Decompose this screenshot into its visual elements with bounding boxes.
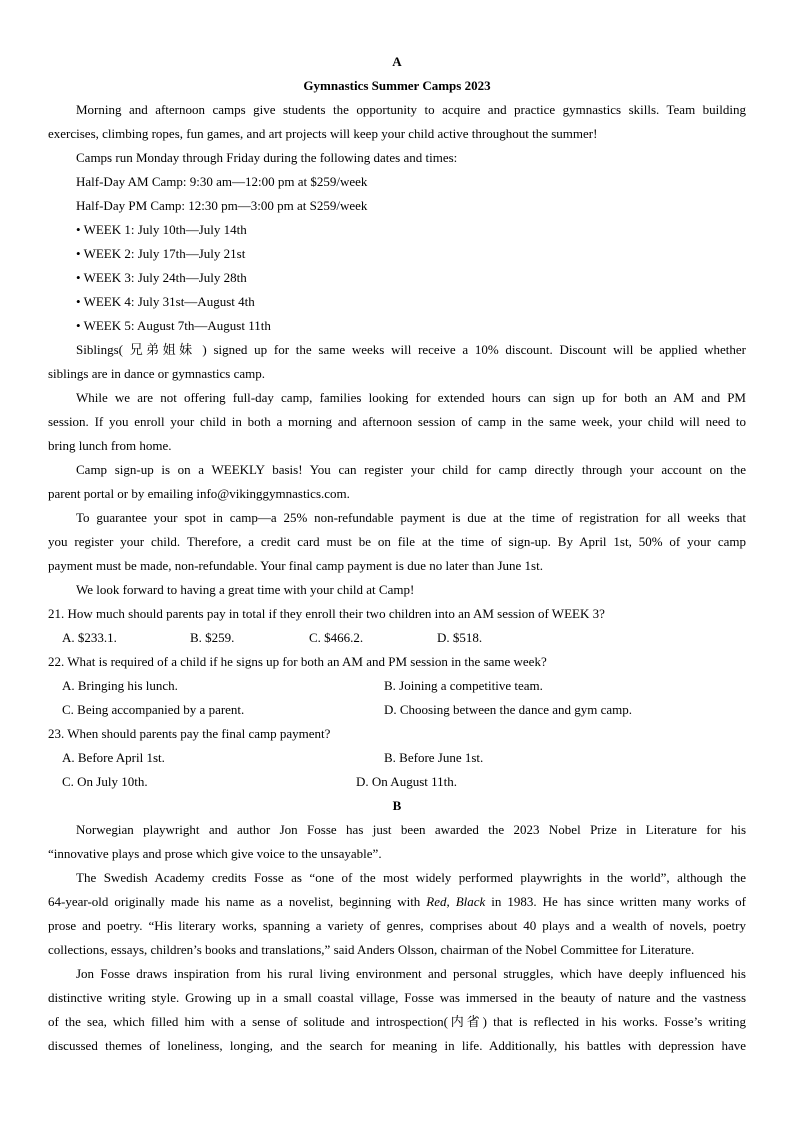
q22-option-a: A. Bringing his lunch.: [62, 678, 178, 693]
q22-option-c: C. Being accompanied by a parent.: [62, 702, 245, 717]
a-p2: Camps run Monday through Friday during the following dates and times:: [76, 150, 458, 165]
week-item: • WEEK 5: August 7th—August 11th: [76, 318, 271, 333]
b-p1-line1: Norwegian playwright and author Jon Fosse has just been awarded the 2023 Nobel Prize in Literature for his: [76, 822, 746, 837]
q23-option-a: A. Before April 1st.: [62, 750, 165, 765]
pm-camp-line: Half-Day PM Camp: 12:30 pm—3:00 pm at S259/week: [76, 198, 368, 213]
book-title: Red, Black: [426, 894, 486, 909]
q23-option-c: C. On July 10th.: [62, 774, 148, 789]
a-p5-line1: Camp sign-up is on a WEEKLY basis! You can register your child for camp directly through your account on the: [76, 462, 746, 477]
section-a-title: Gymnastics Summer Camps 2023: [303, 78, 491, 93]
q23-option-d: D. On August 11th.: [356, 774, 457, 789]
a-p3-line2: siblings are in dance or gymnastics camp.: [48, 366, 265, 381]
q21-option-a: A. $233.1.: [62, 630, 117, 645]
a-p7: We look forward to having a great time with your child at Camp!: [76, 582, 415, 597]
week-item: • WEEK 4: July 31st—August 4th: [76, 294, 255, 309]
b-p3-line2: distinctive writing style. Growing up in a small coastal village, Fosse was immersed in the beauty of nature and the vastness: [48, 990, 746, 1005]
a-p3-line1: Siblings( 兄弟姐妹 ) signed up for the same weeks will receive a 10% discount. Discount will be applied whether: [76, 342, 746, 357]
question-22: 22. What is required of a child if he signs up for both an AM and PM session in the same week?: [48, 654, 547, 669]
week-item: • WEEK 2: July 17th—July 21st: [76, 246, 246, 261]
q23-option-b: B. Before June 1st.: [384, 750, 484, 765]
question-23: 23. When should parents pay the final camp payment?: [48, 726, 331, 741]
week-item: • WEEK 3: July 24th—July 28th: [76, 270, 247, 285]
q21-option-c: C. $466.2.: [309, 630, 364, 645]
a-p5-line2: parent portal or by emailing info@vikinggymnastics.com.: [48, 486, 350, 501]
q22-option-d: D. Choosing between the dance and gym camp.: [384, 702, 633, 717]
b-p1-line2: “innovative plays and prose which give voice to the unsayable”.: [48, 846, 382, 861]
b-p3-line3: of the sea, which filled him with a sense of solitude and introspection(内省) that is reflected in his works. Fosse’s writing: [48, 1014, 746, 1029]
b-p3-line4: discussed themes of loneliness, longing, and the search for meaning in life. Additionally, his battles with depression have: [48, 1038, 746, 1053]
q21-option-d: D. $518.: [437, 630, 483, 645]
a-p6-line1: To guarantee your spot in camp—a 25% non-refundable payment is due at the time of registration for all weeks that: [76, 510, 746, 525]
b-p2-line2-start: 64-year-old originally made his name as a novelist, beginning with: [48, 894, 427, 909]
b-p2-line1: The Swedish Academy credits Fosse as “one of the most widely performed playwrights in the world”, although the: [76, 870, 746, 885]
q22-option-b: B. Joining a competitive team.: [384, 678, 543, 693]
question-21: 21. How much should parents pay in total if they enroll their two children into an AM session of WEEK 3?: [48, 606, 605, 621]
am-camp-line: Half-Day AM Camp: 9:30 am—12:00 pm at $259/week: [76, 174, 368, 189]
b-p2-line2: [48, 890, 746, 914]
a-p6-line2: you register your child. Therefore, a credit card must be on file at the time of sign-up. By April 1st, 50% of your camp: [48, 534, 746, 549]
section-b-letter: B: [392, 798, 402, 813]
a-p1-line1: Morning and afternoon camps give students the opportunity to acquire and practice gymnastics skills. Team building: [76, 102, 746, 117]
b-p3-line1: Jon Fosse draws inspiration from his rural living environment and personal struggles, which have deeply influenced his: [76, 966, 746, 981]
b-p2-line2-end: in 1983. He has since written many works of: [485, 894, 746, 909]
a-p6-line3: payment must be made, non-refundable. Your final camp payment is due no later than June 1st.: [48, 558, 543, 573]
a-p4-line3: bring lunch from home.: [48, 438, 172, 453]
b-p2-line3: prose and poetry. “His literary works, spanning a variety of genres, comprises about 40 plays and a wealth of novels, poetry: [48, 918, 746, 933]
a-p4-line2: session. If you enroll your child in both a morning and afternoon session of camp in the same week, your child will need to: [48, 414, 746, 429]
a-p4-line1: While we are not offering full-day camp, families looking for extended hours can sign up for both an AM and PM: [76, 390, 746, 405]
a-p1-line2: exercises, climbing ropes, fun games, and art projects will keep your child active throughout the summer!: [48, 126, 598, 141]
week-item: • WEEK 1: July 10th—July 14th: [76, 222, 247, 237]
section-a-letter: A: [392, 54, 402, 69]
b-p2-line4: collections, essays, children’s books and translations,” said Anders Olsson, chairman of the Nobel Committee for Literature.: [48, 942, 695, 957]
q21-option-b: B. $259.: [190, 630, 235, 645]
